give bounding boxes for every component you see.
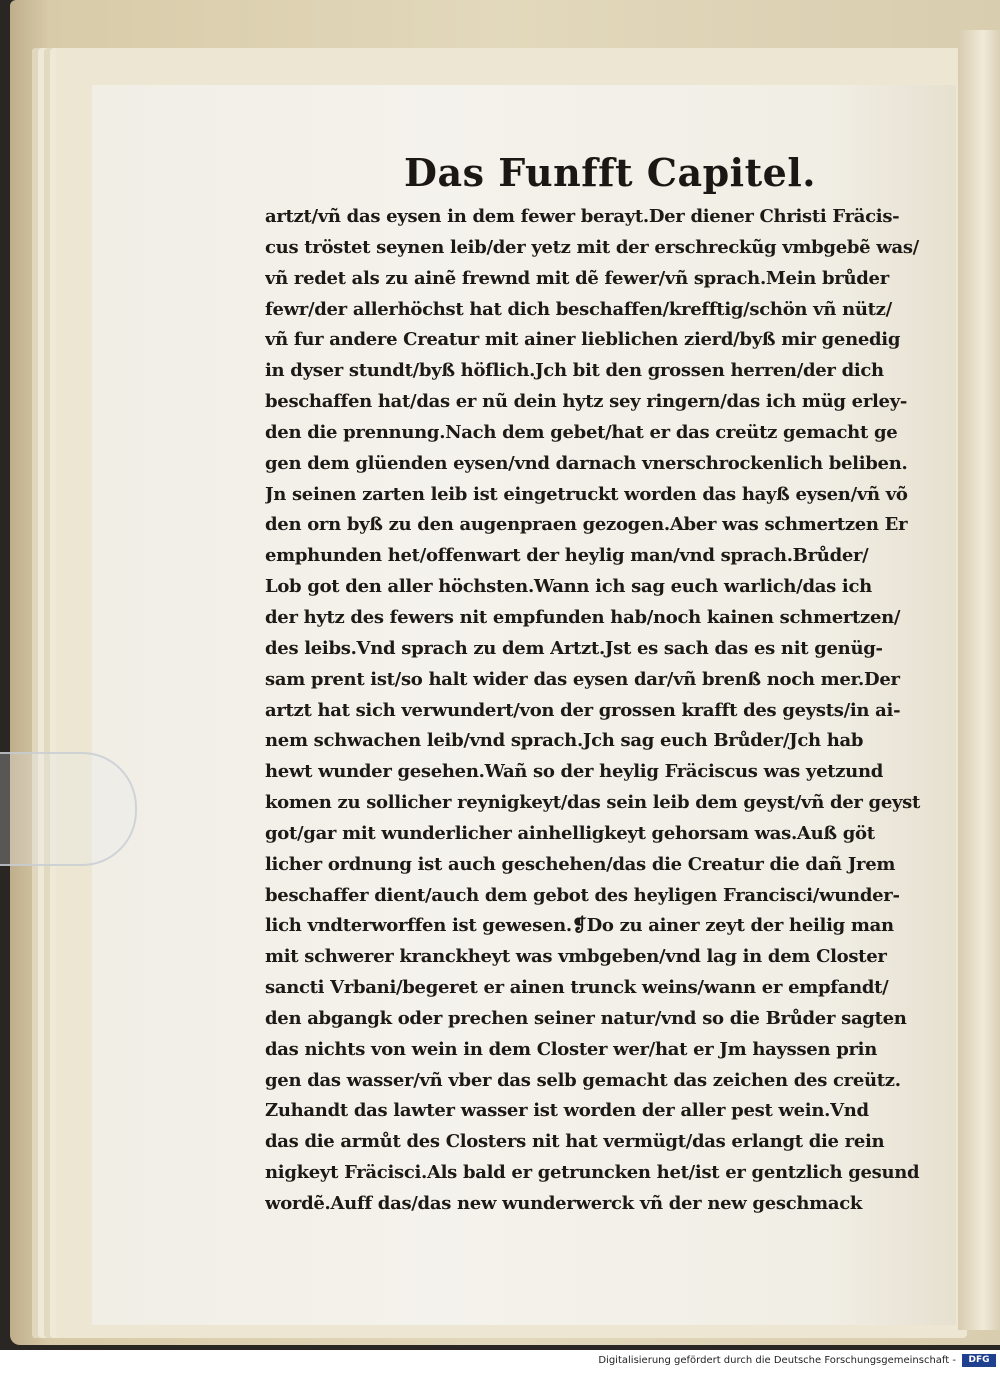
text-line: in dyser stundt/byß höflich.Jch bit den grossen herren/der dich — [265, 360, 884, 382]
text-line: den die prennung.Nach dem gebet/hat er das creütz gemacht ge — [265, 421, 898, 443]
text-line: komen zu sollicher reynigkeyt/das sein leib dem geyst/vñ der geyst — [265, 792, 921, 814]
text-line: den orn byß zu den augenpraen gezogen.Aber was schmertzen Er — [265, 514, 908, 536]
text-line: gen das wasser/vñ vber das selb gemacht das zeichen des creütz. — [265, 1069, 901, 1091]
text-line: fewr/der allerhöchst hat dich beschaffen/krefftig/schön vñ nütz/ — [265, 298, 892, 320]
text-line: nem schwachen leib/vnd sprach.Jch sag euch Brůder/Jch hab — [265, 730, 864, 752]
text-line: beschaffer dient/auch dem gebot des heyligen Francisci/wunder- — [265, 884, 900, 906]
text-line: das die armůt des Closters nit hat vermügt/das erlangt die rein — [265, 1131, 885, 1153]
dfg-logo: DFG — [962, 1354, 996, 1367]
text-line: artzt hat sich verwundert/von der grossen krafft des geysts/in ai- — [265, 699, 901, 721]
text-line: lich vndterworffen ist gewesen.❡Do zu ainer zeyt der heilig man — [265, 915, 894, 937]
text-line: artzt/vñ das eysen in dem fewer berayt.Der diener Christi Fräcis- — [265, 206, 900, 227]
text-line: das nichts von wein in dem Closter wer/hat er Jm hayssen prin — [265, 1038, 877, 1060]
text-line: sam prent ist/so halt wider das eysen dar/vñ brenß noch mer.Der — [265, 668, 900, 690]
text-line: mit schwerer kranckheyt was vmbgeben/vnd lag in dem Closter — [265, 946, 887, 968]
page-body-text — [265, 202, 950, 1220]
text-line: den abgangk oder prechen seiner natur/vnd so die Brůder sagten — [265, 1007, 907, 1029]
funding-credit: Digitalisierung gefördert durch die Deutsche Forschungsgemeinschaft - — [598, 1355, 956, 1366]
text-line: der hytz des fewers nit empfunden hab/noch kainen schmertzen/ — [265, 606, 901, 628]
text-line: hewt wunder gesehen.Wañ so der heylig Fräciscus was yetzund — [265, 761, 884, 783]
facing-page-edge — [958, 30, 1000, 1330]
text-line: vñ redet als zu ainẽ frewnd mit dẽ fewer/vñ sprach.Mein brůder — [265, 267, 889, 289]
chapter-heading: Das Funfft Capitel. — [404, 150, 817, 195]
text-line: sancti Vrbani/begeret er ainen trunck weins/wann er empfandt/ — [265, 977, 889, 999]
text-line: nigkeyt Fräcisci.Als bald er getruncken het/ist er gentzlich gesund — [265, 1162, 920, 1184]
text-line: beschaffen hat/das er nũ dein hytz sey ringern/das ich müg erley- — [265, 391, 908, 413]
text-line: Lob got den aller höchsten.Wann ich sag euch warlich/das ich — [265, 576, 872, 598]
text-line: wordẽ.Auff das/das new wunderwerck vñ der new geschmack — [265, 1193, 863, 1214]
text-line: emphunden het/offenwart der heylig man/vnd sprach.Brůder/ — [265, 545, 869, 567]
text-line: gen dem glüenden eysen/vnd darnach vnerschrockenlich beliben. — [265, 452, 908, 474]
text-line: licher ordnung ist auch geschehen/das die Creatur die dañ Jrem — [265, 853, 896, 875]
plastic-page-clip — [0, 752, 137, 866]
text-line: got/gar mit wunderlicher ainhelligkeyt gehorsam was.Auß göt — [265, 822, 875, 844]
text-line: Zuhandt das lawter wasser ist worden der aller pest wein.Vnd — [265, 1100, 869, 1122]
text-line: des leibs.Vnd sprach zu dem Artzt.Jst es sach das es nit genüg- — [265, 637, 883, 659]
text-line: vñ fur andere Creatur mit ainer lieblichen zierd/byß mir genedig — [265, 329, 901, 351]
text-line: cus tröstet seynen leib/der yetz mit der erschreckũg vmbgebẽ was/ — [265, 236, 919, 258]
text-line: Jn seinen zarten leib ist eingetruckt worden das hayß eysen/vñ võ — [265, 483, 908, 505]
